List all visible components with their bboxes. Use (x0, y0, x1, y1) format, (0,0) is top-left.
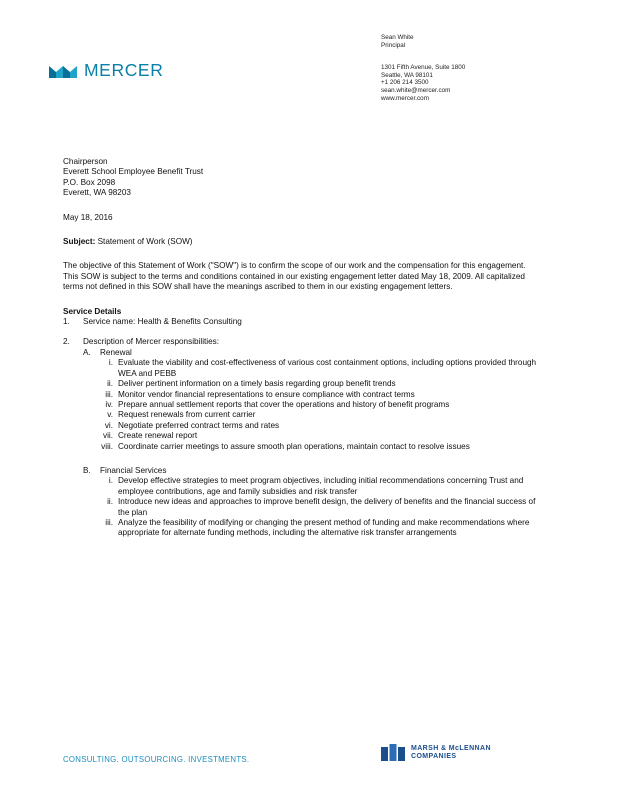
service-item-2-text: Description of Mercer responsibilities: (83, 337, 220, 347)
list-item (63, 442, 543, 452)
list-item-text: Develop effective strategies to meet program objectives, including initial recommendations concerning Trust and employee contributions, age and family subsidies and risk transfer (118, 476, 524, 496)
intro-paragraph: The objective of this Statement of Work ("SOW") is to confirm the scope of our work and the compensation for this engagement. This SOW is subject to the terms and conditions contained in our existing engagement letter dated May 18, 2009. All capitalized terms not defined in this SOW shall have the meanings ascribed to them in our existing engagement letters. (63, 261, 526, 292)
sender-website[interactable]: www.mercer.com (381, 94, 429, 102)
list-item (63, 476, 543, 497)
recipient-line2: Everett School Employee Benefit Trust (63, 167, 204, 177)
recipient-line4: Everett, WA 98203 (63, 188, 131, 198)
mercer-logo-text: MERCER (84, 60, 164, 80)
section-b-letter: B. (83, 465, 91, 475)
list-item-text: Request renewals from current carrier (118, 410, 256, 420)
list-item (63, 379, 543, 389)
list-item-number: i. (108, 358, 113, 368)
section-a-letter: A. (83, 347, 91, 357)
list-item-number: vi. (104, 420, 113, 430)
list-item-number: vii. (102, 431, 113, 441)
service-details-heading: Service Details (63, 306, 122, 316)
recipient-line1: Chairperson (63, 157, 108, 166)
list-item-text: Prepare annual settlement reports that cover the operations and history of benefit programs (118, 399, 450, 409)
section-b-title: Financial Services (100, 465, 167, 475)
section-b-heading (63, 466, 543, 476)
sender-phone: +1 206 214 3500 (381, 79, 429, 87)
list-item-text: Negotiate preferred contract terms and rates (118, 420, 280, 430)
list-item-number: ii. (107, 379, 113, 389)
sender-address-line2: Seattle, WA 98101 (381, 71, 433, 79)
mercer-logo-icon (48, 63, 78, 79)
subject-text: Statement of Work (SOW) (97, 237, 193, 247)
mmc-logo (380, 743, 491, 763)
recipient-line3: P.O. Box 2098 (63, 177, 116, 187)
list-item-number: ii. (107, 497, 113, 507)
sender-address-line1: 1301 Fifth Avenue, Suite 1800 (381, 64, 466, 72)
list-item (63, 358, 543, 379)
list-item-text: Create renewal report (118, 431, 198, 441)
service-item-1-number: 1. (63, 317, 70, 327)
sender-block (381, 34, 465, 102)
mercer-logo (48, 62, 163, 80)
list-item (63, 518, 543, 539)
list-item (63, 497, 543, 518)
list-item-text: Monitor vendor financial representations to ensure compliance with contract terms (118, 389, 415, 399)
footer-tagline: CONSULTING. OUTSOURCING. INVESTMENTS. (63, 755, 250, 764)
list-item (63, 390, 543, 400)
mmc-logo-icon (380, 743, 406, 763)
list-item-number: iii. (105, 389, 113, 399)
list-item (63, 421, 543, 431)
list-item-number: iii. (105, 517, 113, 527)
list-item-text: Analyze the feasibility of modifying or changing the present method of funding and make recommendations where appropriate for alternate funding methods, including the alternative risk transfer arrangements (118, 517, 530, 538)
mmc-logo-text (411, 745, 491, 761)
list-item-text: Introduce new ideas and approaches to improve benefit design, the delivery of benefits and the financial success of the plan (118, 497, 536, 517)
service-item-2-number: 2. (63, 337, 70, 347)
section-a-heading (63, 348, 543, 358)
mmc-line2: COMPANIES (411, 753, 457, 760)
service-item-1-text: Service name: Health & Benefits Consulting (83, 317, 242, 327)
list-item-number: viii. (101, 441, 113, 451)
list-item (63, 431, 543, 441)
list-item-number: i. (108, 476, 113, 486)
service-item-1 (63, 317, 543, 327)
sender-title: Principal (381, 41, 406, 49)
list-item-text: Coordinate carrier meetings to assure smooth plan operations, maintain contact to resolve issues (118, 441, 470, 451)
subject-line (63, 237, 543, 247)
mmc-line1: MARSH & McLENNAN (411, 745, 491, 752)
recipient-block (63, 157, 543, 199)
subject-label: Subject: (63, 237, 96, 247)
list-item-number: iv. (105, 399, 113, 409)
sender-name: Sean White (381, 34, 414, 41)
list-item-text: Evaluate the viability and cost-effectiveness of various cost containment options, including options provided through WEA and PEBB (118, 358, 537, 378)
section-a-title: Renewal (100, 347, 132, 357)
letter-date: May 18, 2016 (63, 212, 113, 222)
list-item-number: v. (107, 410, 113, 420)
list-item-text: Deliver pertinent information on a timely basis regarding group benefit trends (118, 379, 396, 389)
service-item-2 (63, 337, 543, 347)
sender-email[interactable]: sean.white@mercer.com (381, 86, 451, 94)
list-item (63, 410, 543, 420)
letter-body (63, 157, 543, 539)
list-item (63, 400, 543, 410)
